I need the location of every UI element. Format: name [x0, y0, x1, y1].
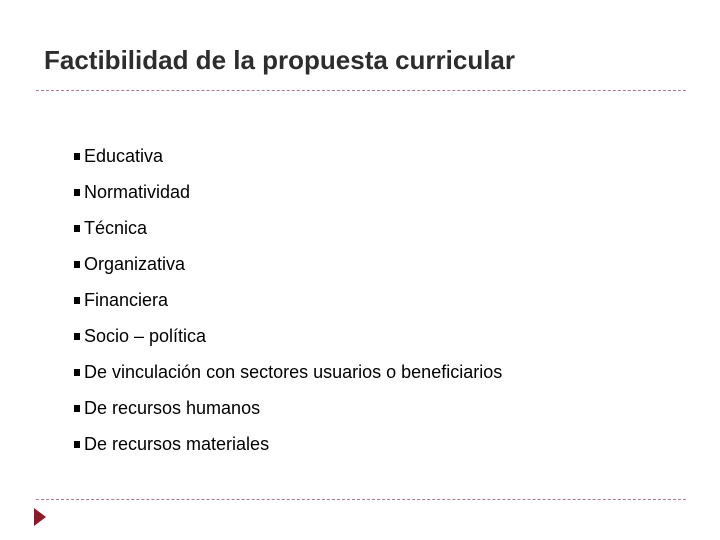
list-item-label: Educativa	[84, 145, 164, 166]
bullet-list	[74, 138, 502, 462]
list-item-label: Normatividad	[84, 181, 191, 202]
list-item	[74, 318, 502, 354]
bottom-divider	[36, 499, 686, 500]
square-bullet-icon	[74, 261, 80, 268]
square-bullet-icon	[74, 405, 80, 412]
square-bullet-icon	[74, 297, 80, 304]
square-bullet-icon	[74, 153, 80, 160]
square-bullet-icon	[74, 441, 80, 448]
list-item	[74, 426, 502, 462]
list-item	[74, 282, 502, 318]
list-item-label: Técnica	[84, 217, 148, 238]
list-item	[74, 246, 502, 282]
list-item-label: De vinculación con sectores usuarios o beneficiarios	[84, 361, 503, 382]
list-item-label: De recursos materiales	[84, 433, 270, 454]
slide-title: Factibilidad de la propuesta curricular	[44, 45, 516, 75]
list-item	[74, 174, 502, 210]
square-bullet-icon	[74, 333, 80, 340]
list-item	[74, 354, 502, 390]
list-item	[74, 390, 502, 426]
square-bullet-icon	[74, 189, 80, 196]
list-item	[74, 210, 502, 246]
top-divider	[36, 90, 686, 91]
list-item-label: Socio – política	[84, 325, 207, 346]
list-item-label: Organizativa	[84, 253, 186, 274]
square-bullet-icon	[74, 369, 80, 376]
triangle-next-icon[interactable]	[33, 507, 47, 527]
square-bullet-icon	[74, 225, 80, 232]
list-item-label: De recursos humanos	[84, 397, 261, 418]
list-item	[74, 138, 502, 174]
list-item-label: Financiera	[84, 289, 169, 310]
